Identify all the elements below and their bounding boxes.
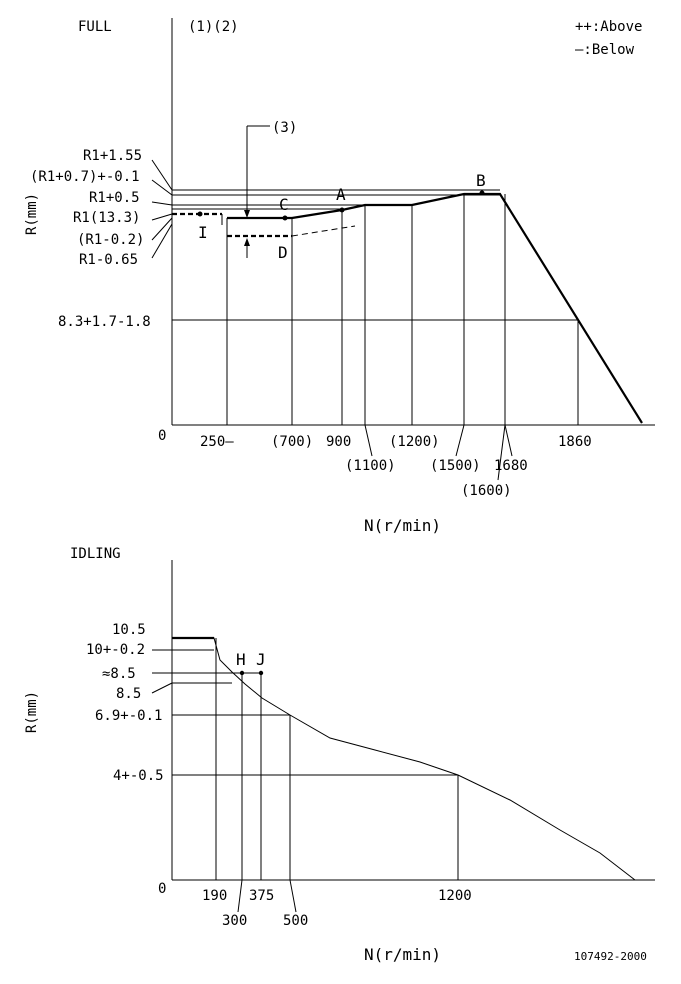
idle-x-300: 300 — [222, 913, 248, 929]
idle-y-10: 10+-0.2 — [86, 642, 146, 658]
point-b-label: B — [476, 171, 486, 190]
x-label-1500: (1500) — [430, 458, 481, 474]
full-title: FULL — [78, 19, 112, 35]
full-chart — [24, 18, 655, 535]
y-label-r1-minus-065: R1-0.65 — [79, 252, 139, 268]
y-label-r1-minus-02: (R1-0.2) — [77, 232, 145, 248]
point-i-label: I — [198, 223, 208, 242]
y-label-r1-plus-05: R1+0.5 — [89, 190, 140, 206]
idling-y-axis-label: R(mm) — [24, 690, 40, 734]
idle-x-190: 190 — [202, 888, 228, 904]
x-label-1860: 1860 — [558, 434, 592, 450]
y-label-r1-plus-155: R1+1.55 — [83, 148, 143, 164]
full-vertical-lines — [227, 194, 578, 425]
y-label-r1: R1(13.3) — [73, 210, 141, 226]
x-label-1600: (1600) — [461, 483, 512, 499]
idle-y-85: 8.5 — [116, 686, 142, 702]
idle-x-375: 375 — [249, 888, 275, 904]
figure-id: 107492-2000 — [574, 950, 647, 963]
idle-y-69: 6.9+-0.1 — [95, 708, 163, 724]
callout-arrow-up — [244, 238, 250, 246]
idle-x-500: 500 — [283, 913, 309, 929]
idle-y-4: 4+-0.5 — [113, 768, 164, 784]
point-j-label: J — [256, 650, 266, 669]
callout-arrow-down — [244, 210, 250, 218]
point-c-label: C — [279, 195, 289, 214]
legend-above: ++:Above — [575, 19, 643, 35]
idle-y-approx-85: ≈8.5 — [102, 666, 136, 682]
callout-label: (3) — [272, 120, 298, 136]
y-label-r1-plus-07: (R1+0.7)+-0.1 — [30, 169, 140, 185]
x-label-700: (700) — [271, 434, 314, 450]
point-h-label: H — [236, 650, 246, 669]
point-c — [283, 216, 288, 221]
x-label-1680: 1680 — [494, 458, 528, 474]
full-origin-label: 0 — [158, 428, 167, 444]
full-y-axis-label: R(mm) — [24, 192, 40, 236]
point-a-label: A — [336, 185, 346, 204]
x-label-900: 900 — [326, 434, 352, 450]
full-ref-lines — [172, 190, 578, 320]
idle-y-105: 10.5 — [112, 622, 146, 638]
x-label-250: 250— — [200, 434, 234, 450]
idling-x-axis-label: N(r/min) — [364, 945, 442, 964]
idling-chart — [24, 546, 655, 964]
point-i — [198, 212, 203, 217]
full-y-leaders — [152, 160, 172, 258]
full-main-curve — [227, 194, 642, 423]
full-dashed-rise — [292, 226, 355, 236]
y-label-83: 8.3+1.7-1.8 — [58, 314, 151, 330]
full-notes: (1)(2) — [188, 19, 239, 35]
point-a — [340, 208, 345, 213]
idle-x-1200: 1200 — [438, 888, 472, 904]
x-label-1100: (1100) — [345, 458, 396, 474]
idling-title: IDLING — [70, 546, 121, 562]
full-x-axis-label: N(r/min) — [364, 516, 442, 535]
idling-origin-label: 0 — [158, 881, 167, 897]
legend-below: —:Below — [575, 42, 635, 58]
point-d-label: D — [278, 243, 288, 262]
point-b — [480, 191, 485, 196]
x-label-1200: (1200) — [389, 434, 440, 450]
